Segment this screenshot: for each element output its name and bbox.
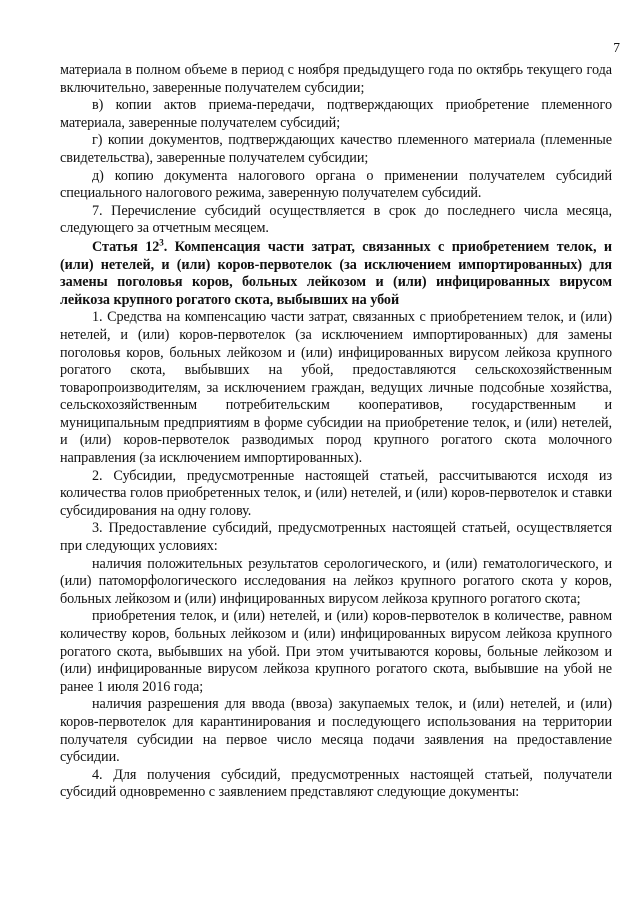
article-heading-text: . Компенсация части затрат, связанных с приобретением телок, и (или) нетелей, и (или) коров-первотелок (за исключением импортированных) для замены поголовья коров, больных лейкозом и (или) инфицированных вирусом лейкоза крупного рогатого скота, выбывших на убой: [60, 238, 612, 308]
paragraph-item-g: г) копии документов, подтверждающих качество племенного материала (племенные свидетельства), заверенные получателем субсидии;: [60, 132, 612, 166]
article-point-2: 2. Субсидии, предусмотренные настоящей статьей, рассчитываются исходя из количества голов приобретенных телок, и (или) нетелей, и (или) коров-первотелок и ставки субсидирования на одну голову.: [60, 467, 612, 519]
condition-serology: наличия положительных результатов серологического, и (или) гематологического, и (или) патоморфологического исследования на лейкоз крупного рогатого скота у коров, больных лейкозом и (или) инфицированных вирусом лейкоза крупного рогатого скота;: [60, 555, 612, 607]
paragraph-item-v: в) копии актов приема-передачи, подтверждающих приобретение племенного материала, заверенные получателем субсидий;: [60, 97, 612, 131]
page-number: 7: [613, 40, 620, 55]
document-body: [60, 62, 612, 802]
article-heading: [60, 239, 612, 309]
paragraph-item-d: д) копию документа налогового органа о применении получателем субсидий специального налогового режима, заверенную получателем субсидий.: [60, 167, 612, 202]
condition-acquisition: приобретения телок, и (или) нетелей, и (или) коров-первотелок в количестве, равном количеству коров, больных лейкозом и (или) инфицированных вирусом лейкоза крупного рогатого скота, выбывших на убой. При этом учитываются коровы, больные лейкозом и (или) инфицированные вирусом лейкоза крупного рогатого скота, выбывшие на убой не ранее 1 июля 2016 года;: [60, 608, 612, 695]
article-point-4: 4. Для получения субсидий, предусмотренных настоящей статьей, получатели субсидий одновременно с заявлением представляют следующие документы:: [60, 766, 612, 801]
article-heading-prefix: Статья 12: [92, 238, 160, 255]
paragraph-continuation: материала в полном объеме в период с ноября предыдущего года по октябрь текущего года включительно, заверенные получателем субсидии;: [60, 62, 612, 96]
condition-permit: наличия разрешения для ввода (ввоза) закупаемых телок, и (или) нетелей, и (или) коров-первотелок для карантинирования и последующего использования на территории получателя субсидии на первое число месяца подачи заявления на предоставление субсидии.: [60, 696, 612, 766]
paragraph-point-7: 7. Перечисление субсидий осуществляется в срок до последнего числа месяца, следующего за отчетным месяцем.: [60, 202, 612, 237]
article-heading-superscript: 3: [159, 237, 164, 248]
article-point-3: 3. Предоставление субсидий, предусмотренных настоящей статьей, осуществляется при следующих условиях:: [60, 520, 612, 555]
article-point-1: 1. Средства на компенсацию части затрат, связанных с приобретением телок, и (или) нетелей, и (или) коров-первотелок (за исключением импортированных) для замены поголовья коров, больных лейкозом и (или) инфицированных вирусом лейкоза крупного рогатого скота, выбывших на убой, предоставляются сельскохозяйственным товаропроизводителям, за исключением граждан, ведущих личные подсобные хозяйства, сельскохозяйственным потребительским кооперативов, государственным и муниципальным предприятиям в форме субсидии на приобретение телок, и (или) нетелей, и (или) коров-первотелок разводимых пород крупного рогатого скота молочного направления (за исключением импортированных).: [60, 309, 612, 467]
